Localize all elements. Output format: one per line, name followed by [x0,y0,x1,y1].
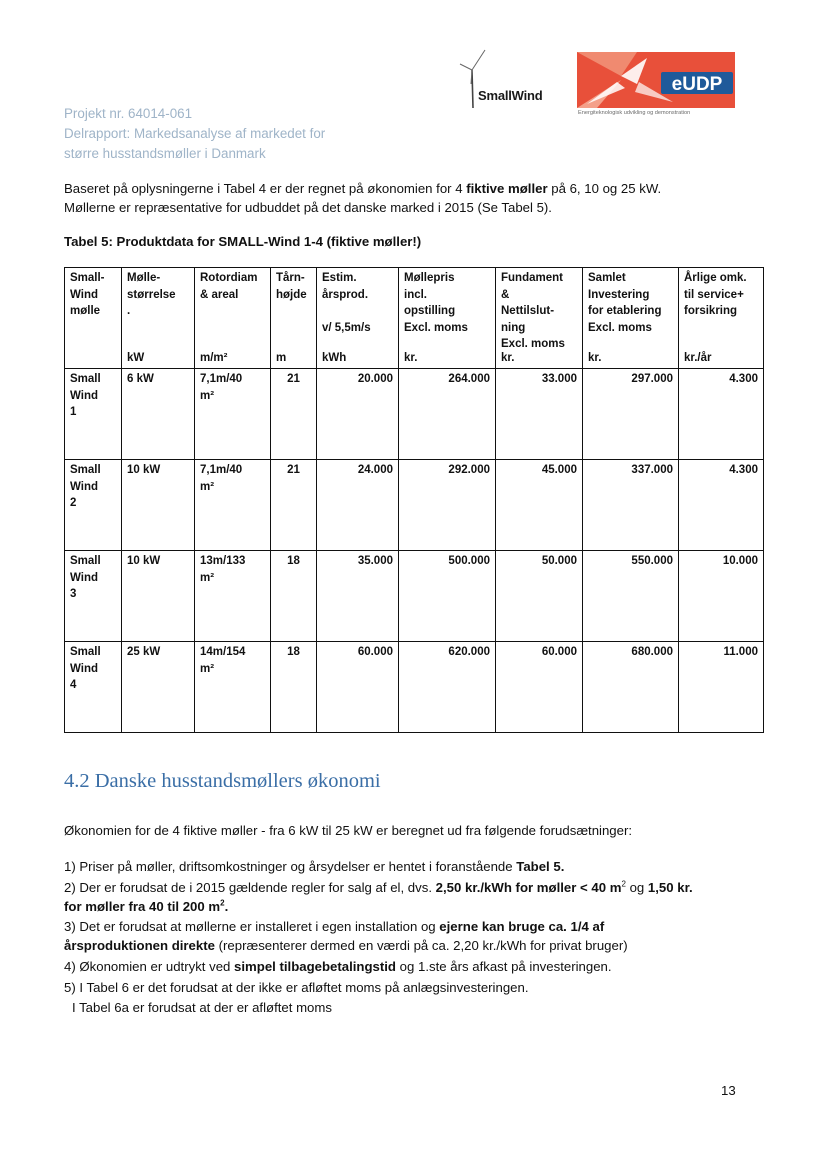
header-line: mølle [70,305,101,317]
column-header [679,268,764,369]
turbine-name-line: Wind [70,571,98,584]
header-line: Excl. moms [501,338,565,350]
column-header [317,268,399,369]
size-cell: 25 kW [122,642,195,733]
column-header [399,268,496,369]
turbine-name-line: 4 [70,679,77,691]
total-investment-cell: 337.000 [583,460,679,551]
table-header-row [65,268,764,369]
header-unit: kr. [588,351,602,364]
assumption-4 [64,957,754,976]
eudp-caption: Energiteknologisk udvikling og demonstration [578,110,691,116]
assumption-text: og [625,879,648,895]
intro-bold: fiktive møller [466,181,548,196]
header-unit: m/m² [200,351,228,364]
header-unit: kr. [501,351,515,364]
turbine-name-cell [65,460,122,551]
superscript: 2 [621,879,626,889]
header-unit: kr. [404,351,418,364]
intro-text-end: på 6, 10 og 25 kW. [547,181,662,196]
assumption-text: 3) Det er forudsat at møllerne er installeret i egen installation og [64,919,440,935]
eudp-logo [577,52,735,118]
header-line: & areal [200,288,239,301]
turbine-name-line: Small [70,646,101,658]
tower-height-cell: 21 [271,369,317,460]
rotor-value: 13m/133 [200,555,246,567]
header-line: Estim. [322,272,357,284]
foundation-cost-cell: 45.000 [496,460,583,551]
annual-cost-cell: 4.300 [679,369,764,460]
annual-cost-cell: 4.300 [679,460,764,551]
annual-production-cell: 35.000 [317,551,399,642]
total-investment-cell: 680.000 [583,642,679,733]
annual-production-cell: 60.000 [317,642,399,733]
header-unit: kWh [322,351,347,364]
turbine-name-line: 1 [70,406,77,418]
total-investment-cell: 550.000 [583,551,679,642]
total-investment-cell: 297.000 [583,369,679,460]
assumption-2 [64,878,754,916]
table-row [65,369,764,460]
annual-cost-cell: 10.000 [679,551,764,642]
header-line: incl. [404,288,428,301]
rotor-unit: m² [200,480,215,493]
header-line: v/ 5,5m/s [322,321,371,334]
table-caption: Tabel 5: Produktdata for SMALL-Wind 1-4 (fiktive møller!) [64,234,422,249]
section-intro: Økonomien for de 4 fiktive møller - fra 6 kW til 25 kW er beregnet ud fra følgende forudsætninger: [64,823,633,838]
header-line: Excl. moms [588,321,652,334]
assumption-bold: for møller fra 40 til 200 m [64,898,221,914]
header-line: Wind [70,288,98,301]
tower-height-cell: 18 [271,642,317,733]
header-unit: m [276,351,287,364]
column-header [195,268,271,369]
header-line: Årlige omk. [684,272,747,284]
page-number: 13 [721,1083,736,1098]
assumption-5b: I Tabel 6a er forudsat at der er afløftet moms [72,1000,332,1016]
header-line: opstilling [404,305,456,317]
intro-text: Baseret på oplysningerne i Tabel 4 er der regnet på økonomien for 4 [64,181,467,196]
turbine-name-line: Small [70,555,101,567]
rotor-cell [195,642,271,733]
assumption-bold: . [224,898,229,914]
foundation-cost-cell: 60.000 [496,642,583,733]
assumption-1 [64,857,754,876]
assumption-bold: 1,50 kr. [647,879,693,895]
turbine-price-cell: 292.000 [399,460,496,551]
annual-production-cell: 24.000 [317,460,399,551]
annual-production-cell: 20.000 [317,369,399,460]
rotor-value: 14m/154 [200,646,246,658]
report-title-line-1: Delrapport: Markedsanalyse af markedet for [64,126,326,141]
report-title-line-2: større husstandsmøller i Danmark [64,146,266,161]
foundation-cost-cell: 50.000 [496,551,583,642]
assumption-text: og 1.ste års afkast på investeringen. [396,959,612,975]
size-cell: 10 kW [122,551,195,642]
column-header [496,268,583,369]
turbine-name-line: Wind [70,662,98,675]
rotor-unit: m² [200,389,215,402]
rotor-cell [195,551,271,642]
turbine-name-line: 2 [70,497,77,509]
header-unit: kW [127,351,145,364]
assumption-text: 2) Der er forudsat de i 2015 gældende regler for salg af el, dvs. [64,879,436,895]
turbine-name-line: Small [70,464,101,476]
header-line: Rotordiam [200,272,258,284]
turbine-name-cell [65,551,122,642]
header-line: Investering [588,288,650,301]
column-header [271,268,317,369]
table-row [65,460,764,551]
superscript: 2 [220,898,225,908]
turbine-name-line: Small [70,373,101,385]
turbine-price-cell: 620.000 [399,642,496,733]
header-line: forsikring [684,305,738,317]
assumption-bold: simpel tilbagebetalingstid [234,959,396,975]
assumption-5: 5) I Tabel 6 er det forudsat at der ikke er afløftet moms på anlægsinvesteringen. [64,979,529,995]
turbine-price-cell: 500.000 [399,551,496,642]
header-line: Tårn- [276,272,305,284]
header-line: Excl. moms [404,321,468,334]
header-line: Møllepris [404,272,455,284]
turbine-price-cell: 264.000 [399,369,496,460]
size-cell: 6 kW [122,369,195,460]
intro-paragraph [64,179,661,217]
table-row [65,642,764,733]
document-header [64,104,325,164]
header-line [322,303,393,320]
header-line: højde [276,288,307,301]
annual-cost-cell: 11.000 [679,642,764,733]
turbine-name-line: Wind [70,480,98,493]
header-unit: kr./år [684,351,712,364]
assumptions-list [64,857,754,1019]
turbine-name-line: 3 [70,588,77,600]
intro-line-1 [64,179,661,198]
column-header [583,268,679,369]
header-line: Nettilslut- [501,305,555,317]
turbine-name-cell [65,369,122,460]
header-line: for etablering [588,305,662,317]
turbine-name-line: Wind [70,389,98,402]
project-number: Projekt nr. 64014-061 [64,106,193,121]
rotor-value: 7,1m/40 [200,464,243,476]
assumption-bold: Tabel 5. [516,859,565,874]
header-line: . [127,305,131,317]
header-line: Small- [70,272,105,284]
turbine-name-cell [65,642,122,733]
section-title: 4.2 Danske husstandsmøllers økonomi [64,770,381,792]
assumption-text: (repræsenterer dermed en værdi på ca. 2,20 kr./kWh for privat bruger) [214,938,628,954]
tower-height-cell: 18 [271,551,317,642]
assumption-bold: årsproduktionen direkte [64,938,215,954]
size-cell: 10 kW [122,460,195,551]
header-line: & [501,288,510,301]
assumption-bold: ejerne kan bruge ca. 1/4 af [439,919,605,935]
header-line: Samlet [588,272,626,284]
rotor-cell [195,369,271,460]
rotor-unit: m² [200,571,215,584]
tower-height-cell: 21 [271,460,317,551]
column-header [122,268,195,369]
header-line: til service+ [684,288,744,301]
table-row [65,551,764,642]
header-line: ning [501,321,526,334]
assumption-3 [64,917,754,955]
header-line: årsprod. [322,288,369,301]
rotor-cell [195,460,271,551]
foundation-cost-cell: 33.000 [496,369,583,460]
product-data-table [64,267,764,733]
assumption-text: 4) Økonomien er udtrykt ved [64,959,235,975]
column-header [65,268,122,369]
header-line: Fundament [501,272,563,284]
eudp-logo-text: eUDP [671,74,723,95]
smallwind-logo-text: SmallWind [478,88,543,103]
assumption-bold: 2,50 kr./kWh for møller < 40 m [435,879,622,895]
header-line: Mølle- [127,272,161,284]
intro-line-2: Møllerne er repræsentative for udbuddet på det danske marked i 2015 (Se Tabel 5). [64,200,552,215]
assumption-text: 1) Priser på møller, driftsomkostninger og årsydelser er hentet i foranstående [64,859,517,874]
header-line: størrelse [127,288,176,301]
rotor-unit: m² [200,662,215,675]
rotor-value: 7,1m/40 [200,373,243,385]
